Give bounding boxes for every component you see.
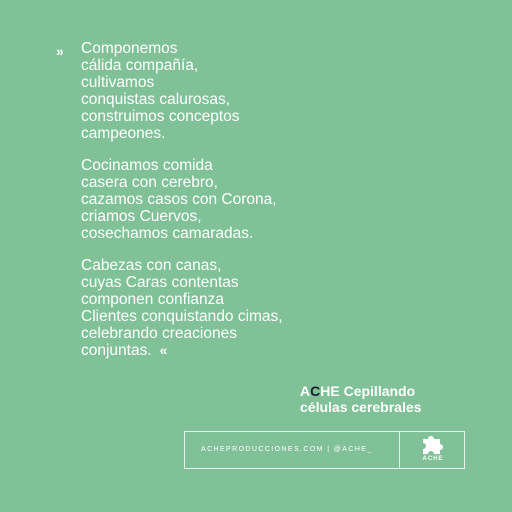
ache-logo: [411, 435, 455, 465]
poem-body: [81, 40, 381, 374]
poem-line: cosechamos camaradas.: [81, 225, 254, 242]
closing-quote-mark: «: [159, 342, 167, 358]
poem-line: celebrando creaciones: [81, 325, 237, 342]
poem-line: criamos Cuervos,: [81, 208, 202, 225]
tagline-line-1-suffix: Cepillando: [339, 383, 416, 399]
poem-line: cuyas Caras contentas: [81, 274, 239, 291]
tagline: [300, 383, 480, 415]
poem-line: Cabezas con canas,: [81, 257, 222, 274]
opening-quote-mark: »: [56, 43, 63, 59]
poem-line: campeones.: [81, 125, 166, 142]
poem-line: Clientes conquistando cimas,: [81, 308, 283, 325]
logo-wordmark: ACHE: [422, 456, 444, 462]
poem-line: Componemos: [81, 40, 178, 57]
poem-line-text: conjuntas.: [81, 342, 152, 359]
tagline-line-2: células cerebrales: [300, 399, 422, 415]
poem-line: Cocinamos comida: [81, 157, 213, 174]
brand-letters-he: HE: [320, 383, 340, 399]
tagline-line-1: [300, 383, 480, 399]
poem-line-last: [81, 342, 381, 359]
poem-line: cálida compañía,: [81, 57, 199, 74]
poem-line: cazamos casos con Corona,: [81, 191, 277, 208]
stanza-1: [81, 40, 381, 142]
brand-letter-c: C: [310, 383, 321, 399]
footer-divider: [399, 432, 400, 468]
poem-line: conquistas calurosas,: [81, 91, 231, 108]
poem-line: construimos conceptos: [81, 108, 240, 125]
footer-box: [184, 431, 465, 469]
stanza-3: [81, 257, 381, 359]
puzzle-piece-icon: [419, 435, 445, 455]
footer-contact-link[interactable]: ACHEPRODUCCIONES.COM | @ACHE_: [201, 446, 373, 453]
poem-line: componen confianza: [81, 291, 225, 308]
poem-line: cultivamos: [81, 74, 155, 91]
stanza-2: [81, 157, 381, 242]
poem-line: casera con cerebro,: [81, 174, 218, 191]
brand-letter-a: A: [300, 383, 311, 399]
